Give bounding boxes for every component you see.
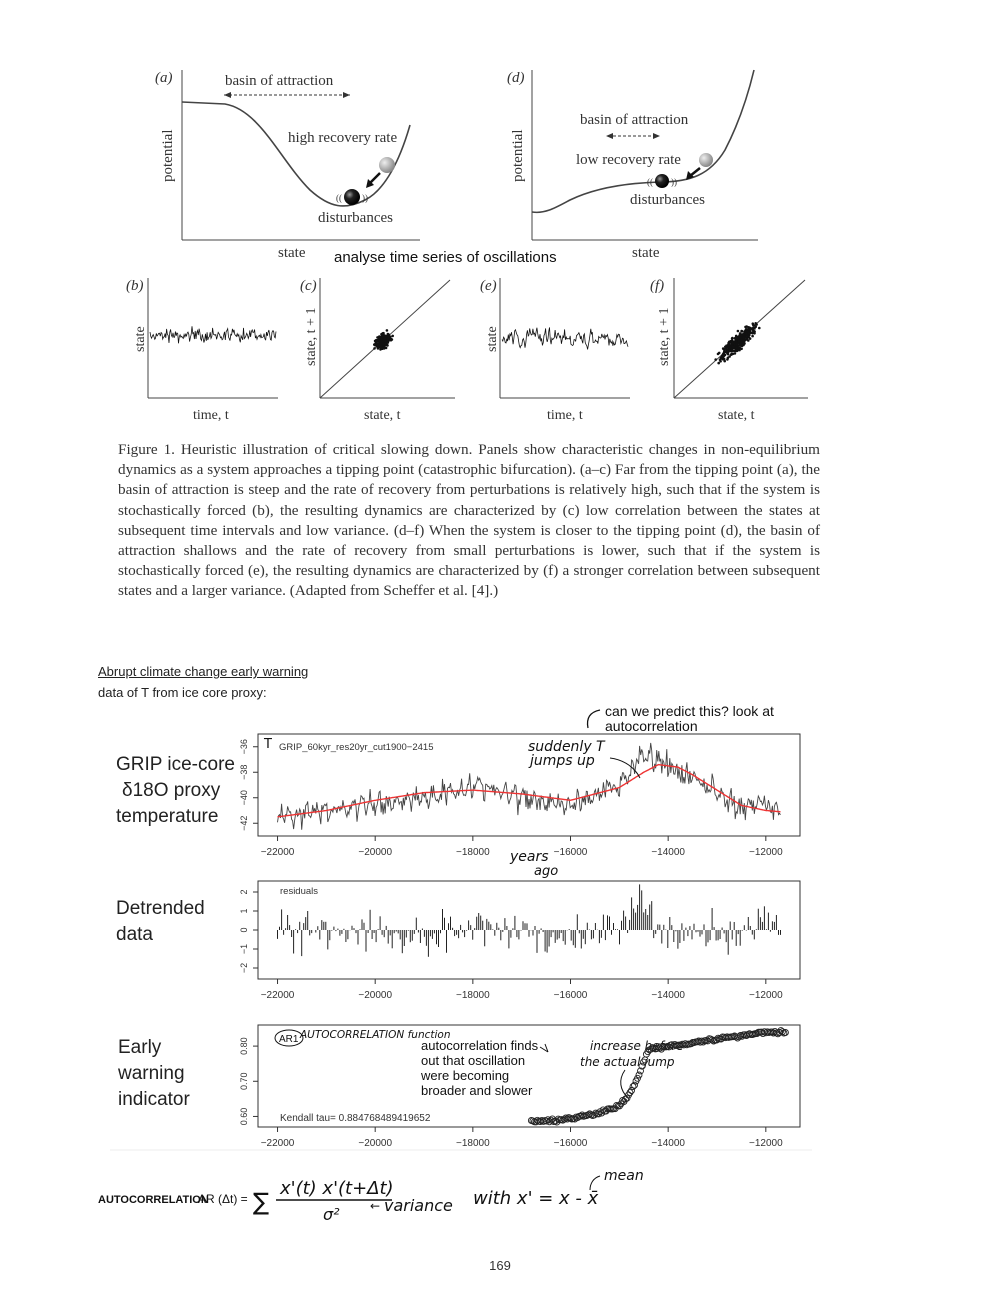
scatter-point <box>723 360 726 363</box>
potential-label-a: potential <box>160 129 176 182</box>
ylabel-f: state, t + 1 <box>657 307 672 366</box>
ar1-y-axis <box>239 1037 258 1125</box>
xlabel-b: time, t <box>193 408 229 423</box>
x-tick-label: −18000 <box>456 847 490 858</box>
row-label-early-1: Early <box>118 1037 162 1058</box>
scatter-point <box>737 330 740 333</box>
scatter-point <box>377 343 380 346</box>
ar1-hand-label: AUTOCORRELATION function <box>300 1029 451 1041</box>
scatter-point <box>717 362 720 365</box>
scatter-point <box>725 348 728 351</box>
scatter-point <box>719 358 722 361</box>
formula-lead: AUTOCORRELATION <box>98 1194 209 1206</box>
scatter-point <box>384 340 387 343</box>
scatter-point <box>727 344 730 347</box>
row-label-grip-3: temperature <box>116 806 219 827</box>
x-tick-label: −16000 <box>553 1138 588 1149</box>
potential-curve-a <box>182 102 410 206</box>
scatter-point <box>732 346 735 349</box>
x-tick-label: −20000 <box>358 1138 393 1149</box>
panel-d <box>507 70 758 261</box>
scatter-point <box>726 352 729 355</box>
panel-a <box>155 70 420 261</box>
x-tick-label: −16000 <box>553 990 588 1001</box>
row-label-early-2: warning <box>118 1063 185 1084</box>
scatter-point <box>741 330 744 333</box>
hand-t: T <box>264 737 272 752</box>
x-tick-label: −18000 <box>456 990 490 1001</box>
vibration-marks-a: (( <box>336 193 342 203</box>
hand-suddenly-2: jumps up <box>530 753 595 769</box>
state-label-d: state <box>632 245 660 261</box>
scatter-point <box>753 327 756 330</box>
xlabel-e: time, t <box>547 408 583 423</box>
y-tick-label: 0.60 <box>239 1107 249 1126</box>
scatter-point <box>390 338 393 341</box>
state-label-a: state <box>278 245 306 261</box>
series-e <box>502 327 628 349</box>
scatter-point <box>745 332 748 335</box>
row-label-detrended-2: data <box>116 924 153 945</box>
scatter-point <box>384 337 387 340</box>
scatter-point <box>733 340 736 343</box>
formula-denominator: σ² <box>323 1205 340 1224</box>
xlabel-f: state, t <box>718 408 755 423</box>
scatter-point <box>723 352 726 355</box>
x-tick-label: −14000 <box>651 990 685 1001</box>
y-tick-label: −42 <box>239 815 249 831</box>
x-tick-label: −14000 <box>651 1138 685 1149</box>
scatter-point <box>391 335 394 338</box>
displaced-ball-a <box>379 157 395 173</box>
vibration-marks-d2: )) <box>671 177 677 187</box>
scatter-point <box>747 335 750 338</box>
y-tick-label: −40 <box>239 790 249 806</box>
ar1-label: AR1 <box>279 1034 299 1045</box>
x-tick-label: −12000 <box>748 847 783 858</box>
formula-variance: variance <box>384 1196 453 1215</box>
row-label-early-3: indicator <box>118 1089 190 1110</box>
increase-note-2: the actual jump <box>580 1055 675 1069</box>
equilibrium-ball-d <box>655 174 669 188</box>
residuals-x-axis <box>261 979 783 1001</box>
scatter-point <box>742 333 745 336</box>
vibration-marks-d: (( <box>647 177 653 187</box>
disturbances-label-d: disturbances <box>630 192 705 208</box>
grip-series-name: GRIP_60kyr_res20yr_cut1900−2415 <box>279 742 434 753</box>
x-tick-label: −18000 <box>456 1138 490 1149</box>
scatter-point <box>382 343 385 346</box>
autocorr-arrow <box>540 1044 548 1052</box>
high-recovery-label: high recovery rate <box>288 130 398 146</box>
equilibrium-ball-a <box>344 189 360 205</box>
increase-note-1: increase before <box>590 1039 684 1053</box>
y-tick-label: 0.70 <box>239 1072 249 1091</box>
x-tick-label: −22000 <box>260 847 295 858</box>
scatter-point <box>734 337 737 340</box>
hand-years: years <box>510 849 549 865</box>
residuals-y-axis <box>239 889 258 973</box>
scatter-point <box>745 328 748 331</box>
grip-temperature-line <box>278 743 781 830</box>
panel-e-label: (e) <box>480 278 497 294</box>
x-tick-label: −22000 <box>260 1138 295 1149</box>
scatter-point <box>714 358 717 361</box>
y-tick-label: −38 <box>239 764 249 780</box>
scatter-point <box>724 346 727 349</box>
x-tick-label: −14000 <box>651 847 685 858</box>
scatter-point <box>753 324 756 327</box>
scatter-point <box>737 347 740 350</box>
scatter-point <box>731 337 734 340</box>
scatter-point <box>755 323 758 326</box>
scatter-point <box>751 335 754 338</box>
scatter-point <box>377 347 380 350</box>
autocorr-note-2: out that oscillation <box>421 1053 526 1068</box>
recovery-arrow-a <box>370 173 380 183</box>
formula <box>98 1168 644 1224</box>
x-tick-label: −16000 <box>553 847 588 858</box>
residuals-label: residuals <box>280 886 319 897</box>
scatter-point <box>736 350 739 353</box>
residual-bars <box>278 884 781 956</box>
basin-label-a: basin of attraction <box>225 73 334 89</box>
row-label-grip <box>116 752 235 830</box>
notes-subheading: data of T from ice core proxy: <box>98 685 267 700</box>
series-b <box>150 326 276 343</box>
scatter-point <box>383 347 386 350</box>
panel-b-label: (b) <box>126 278 144 294</box>
formula-sum: ∑ <box>253 1188 270 1216</box>
y-tick-label: 0 <box>239 927 249 933</box>
scatter-point <box>738 340 741 343</box>
x-tick-label: −20000 <box>358 990 393 1001</box>
scatter-point <box>373 347 376 350</box>
annotation-top-2: autocorrelation <box>605 718 698 734</box>
disturbances-label-a: disturbances <box>318 210 393 226</box>
notes-heading: Abrupt climate change early warning <box>98 664 309 679</box>
x-tick-label: −12000 <box>748 990 783 1001</box>
figure-caption: Figure 1. Heuristic illustration of critical slowing down. Panels show characteristic changes in non-equilibrium dynamics as a system approaches a tipping point (catastrophic bifurcation). (a–c) Far from the tipping point (a), the basin of attraction is steep and the rate of recovery from perturbations is relatively high, such that if the system is stochastically forced (b), the resulting dynamics are characterized by (c) low correlation between the states at subsequent time intervals and low variance. (d–f) When the system is closer to the tipping point (d), the basin of attraction shallows and the rate of recovery from small perturbations is lower, such that if the system is stochastically forced (e), the resulting dynamics are characterized by (f) a stronger correlation between subsequent states and a larger variance. (Adapted from Scheffer et al. [4].) <box>118 441 820 600</box>
scatter-point <box>726 358 729 361</box>
row-label-detrended-1: Detrended <box>116 898 205 919</box>
panel-d-label: (d) <box>507 70 525 86</box>
y-tick-label: 1 <box>239 908 249 914</box>
y-tick-label: 2 <box>239 889 249 895</box>
autocorr-note-1: autocorrelation finds <box>421 1038 539 1053</box>
scatter-point <box>378 340 381 343</box>
hand-ago: ago <box>534 864 559 879</box>
scatter-point <box>378 335 381 338</box>
panel-c-label: (c) <box>300 278 317 294</box>
scatter-point <box>718 352 721 355</box>
y-tick-label: −36 <box>239 739 249 755</box>
scatter-point <box>386 329 389 332</box>
ar1-x-axis <box>261 1127 783 1149</box>
kendall-tau: Kendall tau= 0.884768489419652 <box>280 1113 431 1124</box>
hand-suddenly-1: suddenly T <box>528 739 605 755</box>
scatter-point <box>746 330 749 333</box>
basin-label-d: basin of attraction <box>580 112 689 128</box>
autocorr-note-3: were becoming <box>421 1068 510 1083</box>
formula-lhs: AR (Δt) = <box>198 1192 248 1206</box>
row-label-grip-1: GRIP ice-core <box>116 754 235 775</box>
analyse-heading: analyse time series of oscillations <box>334 249 557 266</box>
row-label-detrended <box>116 896 205 948</box>
ylabel-e: state <box>485 326 500 352</box>
formula-with: with x' = x - x̄ <box>473 1188 599 1209</box>
displaced-ball-d <box>699 153 713 167</box>
row-label-early <box>118 1035 190 1113</box>
scatter-point <box>730 353 733 356</box>
variance-arrow: ← <box>370 1199 381 1213</box>
formula-mean: mean <box>604 1168 644 1184</box>
y-tick-label: −2 <box>239 962 249 974</box>
scatter-point <box>730 346 733 349</box>
x-tick-label: −22000 <box>260 990 295 1001</box>
scatter-point <box>740 338 743 341</box>
autocorr-note-4: broader and slower <box>421 1083 533 1098</box>
vibration-marks-a2: )) <box>362 193 368 203</box>
ar1-point <box>630 1084 636 1090</box>
xlabel-c: state, t <box>364 408 401 423</box>
panel-a-label: (a) <box>155 70 173 86</box>
scatter-point <box>386 344 389 347</box>
formula-numerator: x'(t) x'(t+Δt) <box>280 1178 394 1199</box>
scatter-point <box>753 330 756 333</box>
page-number: 169 <box>489 1258 511 1273</box>
low-recovery-label: low recovery rate <box>576 152 681 168</box>
ylabel-c: state, t + 1 <box>304 307 319 366</box>
scatter-point <box>386 339 389 342</box>
x-tick-label: −12000 <box>748 1138 783 1149</box>
x-tick-label: −20000 <box>358 847 393 858</box>
scatter-point <box>387 333 390 336</box>
scatter-point <box>744 339 747 342</box>
scatter-point <box>745 325 748 328</box>
y-tick-label: −1 <box>239 943 249 955</box>
ylabel-b: state <box>133 326 148 352</box>
scatter-point <box>733 349 736 352</box>
row-label-grip-2: δ18O proxy <box>122 780 221 801</box>
potential-label-d: potential <box>510 129 526 182</box>
scatter-f <box>714 322 760 364</box>
scatter-point <box>740 348 743 351</box>
panel-f-label: (f) <box>650 278 665 294</box>
annotation-arrow <box>588 710 601 728</box>
grip-y-axis <box>239 739 258 831</box>
scatter-point <box>747 339 750 342</box>
annotation-top-1: can we predict this? look at <box>605 703 774 719</box>
scatter-point <box>758 327 761 330</box>
y-tick-label: 0.80 <box>239 1037 249 1055</box>
scatter-point <box>382 332 385 335</box>
